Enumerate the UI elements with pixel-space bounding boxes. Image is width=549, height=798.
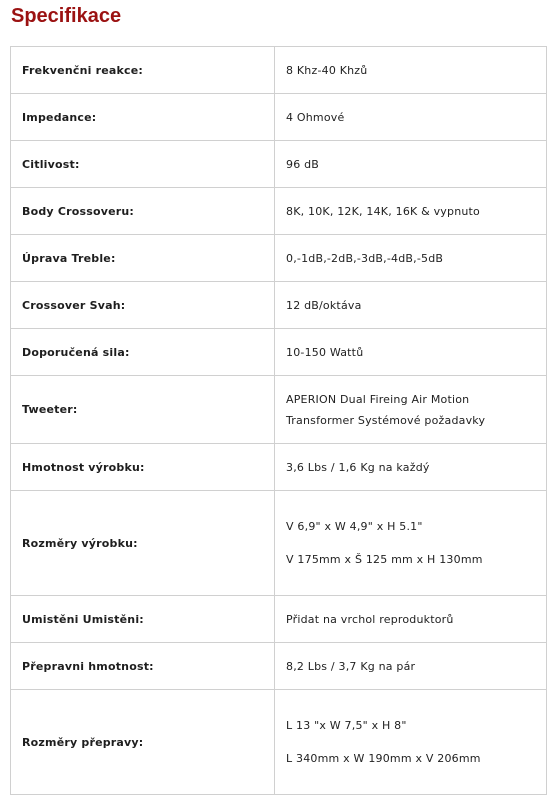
spec-label-tweeter: Tweeter: bbox=[11, 376, 275, 444]
table-row bbox=[11, 329, 547, 376]
spec-label-shipping-weight: Přepravni hmotnost: bbox=[11, 643, 275, 690]
spec-label-sensitivity: Citlivost: bbox=[11, 141, 275, 188]
table-row bbox=[11, 47, 547, 94]
spec-value-line: 8 Khz-40 Khzů bbox=[286, 63, 368, 77]
table-row bbox=[11, 444, 547, 491]
spec-value-line: V 6,9" x W 4,9" x H 5.1" bbox=[286, 520, 423, 533]
spec-label-product-dimensions: Rozměry výrobku: bbox=[11, 491, 275, 596]
spec-value-line: 8,2 Lbs / 3,7 Kg na pár bbox=[286, 659, 416, 673]
spec-label-recommended-power: Doporučená sila: bbox=[11, 329, 275, 376]
spec-value-frequency-response bbox=[275, 47, 547, 94]
table-row bbox=[11, 491, 547, 596]
spec-label-product-weight: Hmotnost výrobku: bbox=[11, 444, 275, 491]
spec-value-line: 10-150 Wattů bbox=[286, 345, 364, 359]
table-row bbox=[11, 188, 547, 235]
table-row bbox=[11, 94, 547, 141]
spec-value-placement bbox=[275, 596, 547, 643]
spec-label-impedance: Impedance: bbox=[11, 94, 275, 141]
spec-value-sensitivity bbox=[275, 141, 547, 188]
page-title: Specifikace bbox=[11, 5, 122, 27]
table-row bbox=[11, 376, 547, 444]
spec-label-frequency-response: Frekvenčni reakce: bbox=[11, 47, 275, 94]
table-row bbox=[11, 141, 547, 188]
table-row bbox=[11, 596, 547, 643]
spec-value-tweeter bbox=[275, 376, 547, 444]
table-row bbox=[11, 643, 547, 690]
specification-table bbox=[10, 46, 547, 795]
spec-value-line: L 340mm x W 190mm x V 206mm bbox=[286, 752, 481, 765]
spec-value-product-weight bbox=[275, 444, 547, 491]
spec-value-line: APERION Dual Fireing Air Motion bbox=[286, 392, 470, 406]
spec-label-treble-adjustment: Úprava Treble: bbox=[11, 235, 275, 282]
spec-value-shipping-weight bbox=[275, 643, 547, 690]
spec-value-line: 96 dB bbox=[286, 157, 320, 171]
spec-value-crossover-points bbox=[275, 188, 547, 235]
spec-value-line: 0,-1dB,-2dB,-3dB,-4dB,-5dB bbox=[286, 251, 444, 265]
spec-value-line: Transformer Systémové požadavky bbox=[286, 413, 486, 427]
spec-value-line: 3,6 Lbs / 1,6 Kg na každý bbox=[286, 460, 430, 474]
spec-value-recommended-power bbox=[275, 329, 547, 376]
spec-value-impedance bbox=[275, 94, 547, 141]
spec-value-treble-adjustment bbox=[275, 235, 547, 282]
spec-value-product-dimensions bbox=[275, 491, 547, 596]
spec-value-line: 4 Ohmové bbox=[286, 110, 345, 124]
table-row bbox=[11, 282, 547, 329]
table-row bbox=[11, 235, 547, 282]
table-row bbox=[11, 690, 547, 795]
spec-value-line: Přidat na vrchol reproduktorů bbox=[286, 612, 454, 626]
spec-value-line: L 13 "x W 7,5" x H 8" bbox=[286, 719, 407, 732]
spec-label-shipping-dimensions: Rozměry přepravy: bbox=[11, 690, 275, 795]
spec-value-crossover-slope bbox=[275, 282, 547, 329]
spec-label-crossover-slope: Crossover Svah: bbox=[11, 282, 275, 329]
spec-value-line: 12 dB/oktáva bbox=[286, 298, 362, 312]
spec-label-placement: Umistěni Umistěni: bbox=[11, 596, 275, 643]
spec-value-shipping-dimensions bbox=[275, 690, 547, 795]
spec-value-line: V 175mm x Š 125 mm x H 130mm bbox=[286, 553, 483, 566]
spec-value-line: 8K, 10K, 12K, 14K, 16K & vypnuto bbox=[286, 204, 480, 218]
spec-label-crossover-points: Body Crossoveru: bbox=[11, 188, 275, 235]
